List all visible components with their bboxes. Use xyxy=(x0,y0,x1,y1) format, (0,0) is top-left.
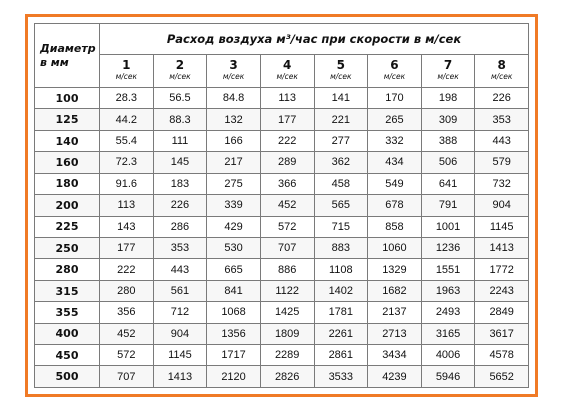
speed-header-7 xyxy=(421,55,475,88)
airflow-cell: 886 xyxy=(260,259,314,280)
airflow-cell: 1413 xyxy=(153,366,207,388)
table-row xyxy=(35,152,529,173)
diameter-cell: 180 xyxy=(35,173,100,194)
airflow-cell: 275 xyxy=(207,173,261,194)
speed-value: 6 xyxy=(390,58,399,72)
table-row xyxy=(35,302,529,323)
airflow-cell: 222 xyxy=(100,259,154,280)
airflow-cell: 265 xyxy=(368,109,422,130)
airflow-cell: 3434 xyxy=(368,345,422,366)
airflow-cell: 1963 xyxy=(421,280,475,301)
airflow-cell: 665 xyxy=(207,259,261,280)
airflow-cell: 56.5 xyxy=(153,88,207,109)
airflow-cell: 2137 xyxy=(368,302,422,323)
airflow-cell: 458 xyxy=(314,173,368,194)
airflow-cell: 858 xyxy=(368,216,422,237)
airflow-cell: 1068 xyxy=(207,302,261,323)
airflow-cell: 226 xyxy=(475,88,529,109)
table-row xyxy=(35,109,529,130)
table-row xyxy=(35,323,529,344)
table-row xyxy=(35,345,529,366)
airflow-cell: 572 xyxy=(260,216,314,237)
airflow-cell: 579 xyxy=(475,152,529,173)
airflow-cell: 1356 xyxy=(207,323,261,344)
diameter-cell: 200 xyxy=(35,195,100,216)
airflow-cell: 1402 xyxy=(314,280,368,301)
airflow-cell: 530 xyxy=(207,237,261,258)
airflow-cell: 113 xyxy=(260,88,314,109)
airflow-cell: 141 xyxy=(314,88,368,109)
airflow-cell: 904 xyxy=(475,195,529,216)
table-row xyxy=(35,366,529,388)
speed-header-4 xyxy=(260,55,314,88)
header-row-main xyxy=(35,24,529,55)
airflow-cell: 198 xyxy=(421,88,475,109)
airflow-cell: 452 xyxy=(100,323,154,344)
airflow-cell: 366 xyxy=(260,173,314,194)
airflow-cell: 1413 xyxy=(475,237,529,258)
airflow-cell: 286 xyxy=(153,216,207,237)
airflow-cell: 1809 xyxy=(260,323,314,344)
speed-value: 7 xyxy=(443,58,453,72)
airflow-cell: 5946 xyxy=(421,366,475,388)
airflow-cell: 388 xyxy=(421,130,475,151)
speed-unit: м/сек xyxy=(115,72,138,81)
airflow-cell: 277 xyxy=(314,130,368,151)
airflow-cell: 221 xyxy=(314,109,368,130)
airflow-cell: 166 xyxy=(207,130,261,151)
airflow-cell: 84.8 xyxy=(207,88,261,109)
airflow-cell: 1329 xyxy=(368,259,422,280)
airflow-cell: 226 xyxy=(153,195,207,216)
airflow-cell: 732 xyxy=(475,173,529,194)
diameter-cell: 250 xyxy=(35,237,100,258)
speed-value: 8 xyxy=(497,58,506,72)
airflow-cell: 549 xyxy=(368,173,422,194)
diameter-cell: 100 xyxy=(35,88,100,109)
airflow-cell: 2861 xyxy=(314,345,368,366)
airflow-cell: 572 xyxy=(100,345,154,366)
diameter-cell: 500 xyxy=(35,366,100,388)
speed-header-6 xyxy=(368,55,422,88)
speed-unit: м/сек xyxy=(437,72,459,81)
airflow-cell: 1772 xyxy=(475,259,529,280)
airflow-cell: 113 xyxy=(100,195,154,216)
airflow-cell: 353 xyxy=(153,237,207,258)
airflow-cell: 641 xyxy=(421,173,475,194)
speed-value: 5 xyxy=(336,58,345,72)
airflow-cell: 1781 xyxy=(314,302,368,323)
airflow-cell: 91.6 xyxy=(100,173,154,194)
speed-unit: м/сек xyxy=(222,72,245,81)
speed-header-2 xyxy=(153,55,207,88)
airflow-cell: 72.3 xyxy=(100,152,154,173)
airflow-cell: 904 xyxy=(153,323,207,344)
diameter-cell: 140 xyxy=(35,130,100,151)
speed-value: 3 xyxy=(229,58,238,72)
airflow-cell: 3165 xyxy=(421,323,475,344)
speed-header-5 xyxy=(314,55,368,88)
table-row xyxy=(35,280,529,301)
diameter-cell: 315 xyxy=(35,280,100,301)
airflow-cell: 145 xyxy=(153,152,207,173)
airflow-cell: 2120 xyxy=(207,366,261,388)
diameter-cell: 450 xyxy=(35,345,100,366)
diameter-cell: 225 xyxy=(35,216,100,237)
airflow-cell: 1145 xyxy=(153,345,207,366)
airflow-cell: 4578 xyxy=(475,345,529,366)
airflow-cell: 678 xyxy=(368,195,422,216)
table-row xyxy=(35,237,529,258)
airflow-cell: 28.3 xyxy=(100,88,154,109)
airflow-cell: 506 xyxy=(421,152,475,173)
table-row xyxy=(35,259,529,280)
airflow-table xyxy=(34,23,529,388)
speed-unit: м/сек xyxy=(490,72,513,81)
airflow-cell: 177 xyxy=(260,109,314,130)
airflow-cell: 2849 xyxy=(475,302,529,323)
airflow-cell: 1122 xyxy=(260,280,314,301)
airflow-cell: 170 xyxy=(368,88,422,109)
airflow-cell: 4006 xyxy=(421,345,475,366)
airflow-cell: 55.4 xyxy=(100,130,154,151)
speed-header-8 xyxy=(475,55,529,88)
speed-value: 1 xyxy=(122,58,131,72)
airflow-cell: 217 xyxy=(207,152,261,173)
airflow-cell: 434 xyxy=(368,152,422,173)
airflow-cell: 443 xyxy=(475,130,529,151)
airflow-cell: 1060 xyxy=(368,237,422,258)
diameter-header: Диаметр в мм xyxy=(35,24,100,88)
diameter-cell: 355 xyxy=(35,302,100,323)
airflow-cell: 1717 xyxy=(207,345,261,366)
airflow-cell: 1682 xyxy=(368,280,422,301)
airflow-cell: 1236 xyxy=(421,237,475,258)
airflow-cell: 222 xyxy=(260,130,314,151)
speed-header-1 xyxy=(100,55,154,88)
speed-unit: м/сек xyxy=(383,72,406,81)
airflow-cell: 443 xyxy=(153,259,207,280)
airflow-cell: 3533 xyxy=(314,366,368,388)
table-row xyxy=(35,216,529,237)
speed-unit: м/сек xyxy=(276,72,298,81)
airflow-cell: 4239 xyxy=(368,366,422,388)
airflow-header: Расход воздуха м³/час при скорости в м/сек xyxy=(100,24,529,55)
airflow-cell: 362 xyxy=(314,152,368,173)
airflow-cell: 3617 xyxy=(475,323,529,344)
airflow-cell: 841 xyxy=(207,280,261,301)
airflow-cell: 791 xyxy=(421,195,475,216)
airflow-cell: 1001 xyxy=(421,216,475,237)
header-row-speeds xyxy=(35,55,529,88)
airflow-cell: 1425 xyxy=(260,302,314,323)
airflow-cell: 353 xyxy=(475,109,529,130)
airflow-cell: 280 xyxy=(100,280,154,301)
airflow-cell: 309 xyxy=(421,109,475,130)
airflow-cell: 707 xyxy=(100,366,154,388)
airflow-cell: 111 xyxy=(153,130,207,151)
airflow-cell: 339 xyxy=(207,195,261,216)
speed-unit: м/сек xyxy=(169,72,191,81)
airflow-cell: 1551 xyxy=(421,259,475,280)
airflow-cell: 883 xyxy=(314,237,368,258)
airflow-cell: 177 xyxy=(100,237,154,258)
diameter-cell: 160 xyxy=(35,152,100,173)
airflow-cell: 183 xyxy=(153,173,207,194)
speed-unit: м/сек xyxy=(330,72,352,81)
table-row xyxy=(35,195,529,216)
airflow-cell: 44.2 xyxy=(100,109,154,130)
airflow-cell: 2261 xyxy=(314,323,368,344)
airflow-cell: 715 xyxy=(314,216,368,237)
airflow-cell: 561 xyxy=(153,280,207,301)
airflow-cell: 332 xyxy=(368,130,422,151)
table-row xyxy=(35,173,529,194)
airflow-cell: 2289 xyxy=(260,345,314,366)
speed-value: 4 xyxy=(283,58,292,72)
airflow-cell: 2493 xyxy=(421,302,475,323)
airflow-cell: 143 xyxy=(100,216,154,237)
airflow-cell: 429 xyxy=(207,216,261,237)
airflow-cell: 2826 xyxy=(260,366,314,388)
airflow-cell: 1108 xyxy=(314,259,368,280)
table-row xyxy=(35,88,529,109)
table-frame xyxy=(25,14,538,397)
diameter-cell: 125 xyxy=(35,109,100,130)
airflow-cell: 289 xyxy=(260,152,314,173)
airflow-cell: 5652 xyxy=(475,366,529,388)
airflow-cell: 707 xyxy=(260,237,314,258)
airflow-cell: 2243 xyxy=(475,280,529,301)
speed-header-3 xyxy=(207,55,261,88)
airflow-cell: 356 xyxy=(100,302,154,323)
table-body xyxy=(35,88,529,388)
airflow-cell: 712 xyxy=(153,302,207,323)
speed-value: 2 xyxy=(175,58,185,72)
airflow-cell: 88.3 xyxy=(153,109,207,130)
airflow-cell: 565 xyxy=(314,195,368,216)
diameter-cell: 280 xyxy=(35,259,100,280)
airflow-cell: 1145 xyxy=(475,216,529,237)
diameter-cell: 400 xyxy=(35,323,100,344)
airflow-cell: 2713 xyxy=(368,323,422,344)
table-row xyxy=(35,130,529,151)
airflow-cell: 452 xyxy=(260,195,314,216)
airflow-cell: 132 xyxy=(207,109,261,130)
